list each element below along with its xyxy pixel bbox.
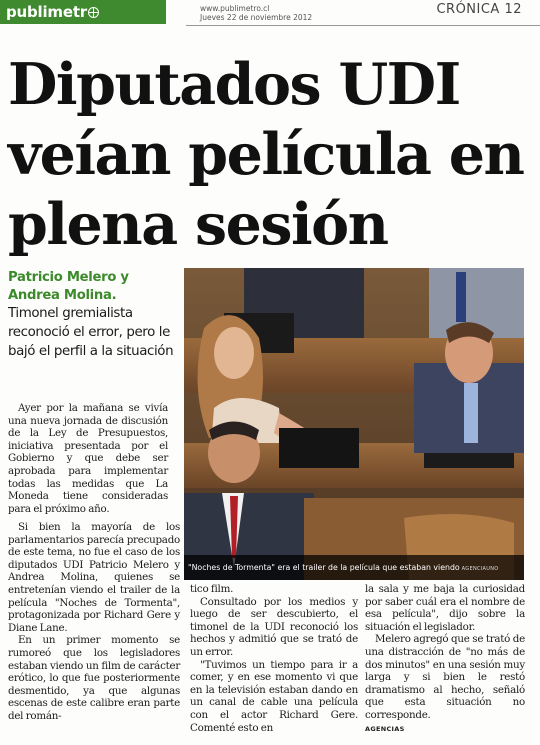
body-column-1-top (8, 402, 168, 515)
headline-line-3: plena sesión (8, 191, 388, 258)
agency-credit: AGENCIAS (365, 724, 405, 733)
headline (8, 50, 538, 260)
body-paragraph-2: Si bien la mayoría de los parlamentarios parecía precupado de este tema, no fue el caso de los diputados UDI Patricio Melero y Andrea Molina, quienes se entretenían viendo el trailer de la película "Noches de Tormenta", protagonizada por Richard Gere y Diane Lane. (8, 521, 180, 634)
body-paragraph-4: Consultado por los medios y luego de ser descubierto, el timonel de la UDI reconoció los hechos y admitió que se trató de un error. (190, 595, 358, 658)
logo-text: publimetr (6, 3, 88, 21)
publimetro-logo (0, 0, 166, 24)
body-column-1-bottom (8, 521, 180, 723)
headline-line-1: Diputados UDI (8, 51, 460, 118)
body-column-2 (190, 583, 358, 734)
site-url: www.publimetro.cl (200, 4, 270, 13)
header-divider (186, 25, 540, 26)
body-column-3 (365, 583, 525, 735)
byline-authors (8, 269, 178, 305)
body-paragraph-5-cont: la sala y me baja la curiosidad por saber cuál era el nombre de esa película", dijo sobre la situación el legislador. (365, 583, 525, 633)
byline-line-2: Andrea Molina. (8, 288, 117, 303)
article-deck: Timonel gremialista reconoció el error, pero le bajó el perfil a la situación (8, 306, 174, 359)
headline-line-2: veían película en (8, 121, 524, 188)
header-meta (200, 4, 400, 22)
byline-line-1: Patricio Melero y (8, 270, 129, 285)
photo-credit: AGENCIAUNO (461, 566, 499, 572)
photo-caption (184, 555, 524, 580)
section-label: CRÓNICA 12 (436, 2, 522, 17)
caption-text: "Noches de Tormenta" era el trailer de la película que estaban viendo (188, 563, 460, 572)
body-paragraph-3: En un primer momento se rumoreó que los legisladores estaban viendo un film de carácter erótico, lo que fue posteriormente desmentido, ya que algunas escenas de este calibre eran parte del román- (8, 634, 180, 722)
body-paragraph-3-cont: tico film. (190, 583, 234, 595)
body-paragraph-6: Melero agregó que se trató de una distracción de "no más de dos minutos" en una sesión muy larga y si bien le restó dramatismo al hecho, señaló que esta situación no corresponde. (365, 633, 525, 721)
article-photo (184, 268, 524, 580)
body-paragraph-5: "Tuvimos un tiempo para ir a comer, y en ese momento vi que en la televisión estaban dando en un canal de cable una película con el actor Richard Gere. Comenté esto en (190, 658, 358, 734)
body-paragraph-1: Ayer por la mañana se vivía una nueva jornada de discusión de la Ley de Presupuestos, iniciativa presentada por el Gobierno y que debe ser aprobada para implementar todas las medidas que La Moneda tiene consideradas para el próximo año. (8, 402, 168, 515)
issue-date: Jueves 22 de noviembre 2012 (200, 13, 313, 22)
globe-icon (88, 7, 99, 18)
